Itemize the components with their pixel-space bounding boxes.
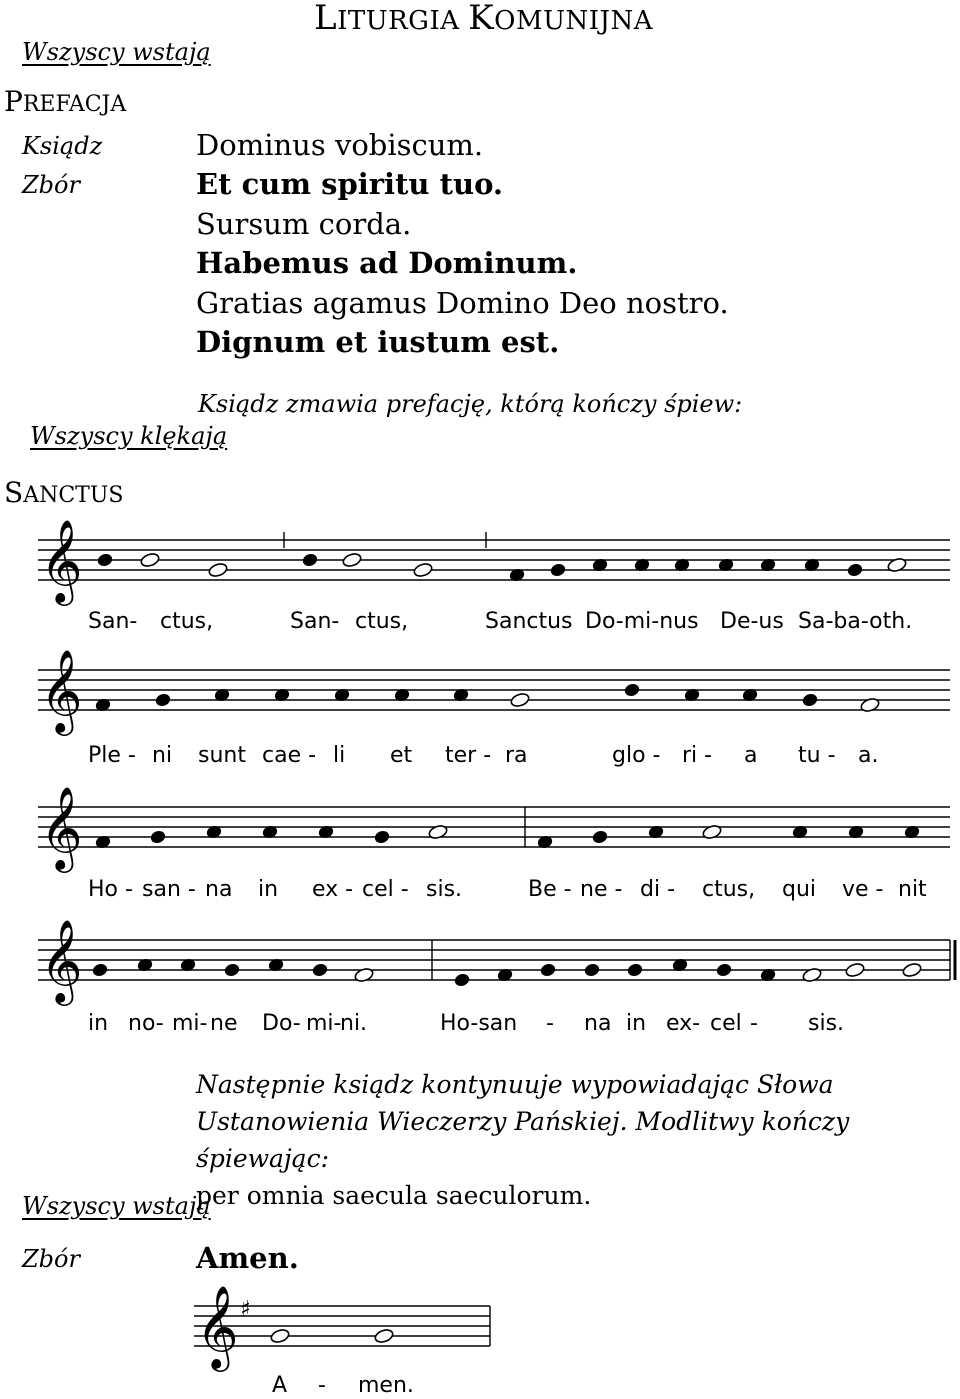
lyric-syllable: ri - [682,743,713,768]
lyric-syllable: ni. [340,1011,368,1036]
lyric-syllable: et [390,743,413,768]
lyric-syllable: men. [358,1373,414,1398]
note [802,693,818,707]
note [354,967,375,983]
section-heading-sanctus: SANCTUS [4,476,124,509]
lyric-syllable: ex- [666,1011,701,1036]
treble-clef-icon: 𝄞 [40,918,83,1002]
note [413,562,434,578]
lyric-syllable: ctus, [355,609,409,634]
lyric-syllable: ne [210,1011,238,1036]
lyric-syllable: a [744,743,758,768]
amen-score [0,1280,960,1399]
note [716,963,732,977]
chant-text: per omnia saecula saeculorum. [196,1181,592,1210]
note [592,830,608,844]
lyric-syllable: Ho - [88,877,133,902]
lyric-syllable: Do- [262,1011,301,1036]
lyric-syllable: cel - [362,877,409,902]
note [454,973,470,987]
rubric-kneel: Wszyscy klękają [30,422,228,450]
role-congregation: Zbór [22,1245,80,1273]
lyric-syllable: no- [128,1011,164,1036]
note [428,824,449,840]
note [887,557,908,573]
treble-clef-icon: 𝄞 [40,785,83,869]
lyric-syllable: San- [290,609,340,634]
role-priest: Ksiądz [22,132,103,160]
note [702,824,723,840]
note [374,830,390,844]
lyric-syllable: Ple - [88,743,136,768]
lyric-syllable: ni [152,743,173,768]
lyric-syllable: ex - [312,877,354,902]
lyric-syllable: ve - [842,877,884,902]
lyric-syllable: in [88,1011,109,1036]
dialogue-line: Habemus ad Dominum. [196,246,578,280]
rubric-stand: Wszyscy wstają [22,38,211,66]
sharp-icon: ♯ [240,1297,251,1322]
lyric-syllable: a. [858,743,879,768]
lyric-syllable: mi- [172,1011,208,1036]
page-title: LITURGIA KOMUNIJNA [314,0,653,38]
lyric-syllable: di - [640,877,676,902]
lyric-syllable: glo - [612,743,661,768]
lyric-syllable: cae - [262,743,317,768]
lyric-syllable: Be - [528,877,572,902]
note [342,552,363,568]
lyric-syllable: sunt [198,743,246,768]
lyric-syllable: sis. [426,877,463,902]
section-heading-prefacja: PREFACJA [4,85,127,118]
dialogue-line: Gratias agamus Domino Deo nostro. [196,286,729,320]
note [627,963,643,977]
lyric-syllable: San- [88,609,138,634]
note [845,962,866,978]
note [802,967,823,983]
treble-clef-icon: 𝄞 [40,518,83,602]
note [860,697,881,713]
dialogue-line: Dominus vobiscum. [196,128,484,162]
dialogue-line: Dignum et iustum est. [196,325,560,359]
note [624,683,640,697]
lyric-syllable: ctus, [702,877,756,902]
lyric-syllable: - [750,1011,758,1036]
staff-system [38,648,950,736]
lyric-syllable: ter - [445,743,492,768]
lyric-syllable: - [546,1011,554,1036]
rubric-preface: Ksiądz zmawia prefację, którą kończy śpiew: [198,390,743,418]
lyric-syllable: in [626,1011,647,1036]
note [312,963,328,977]
note [902,962,923,978]
lyric-syllable: ne - [580,877,623,902]
instruction-text: Następnie ksiądz kontynuuje wypowiadając Słowa Ustanowienia Wieczerzy Pańskiej. Modlitwy kończy śpiewając: per omnia saecula saeculorum. [196,1070,850,1210]
note [224,963,240,977]
lyric-syllable: ctus, [160,609,214,634]
lyric-syllable: san - [142,877,196,902]
lyric-syllable: Sanctus [485,609,573,634]
lyric-syllable: na [205,877,233,902]
note [150,830,166,844]
lyric-syllable: tu - [798,743,836,768]
lyric-syllable: sis. [808,1011,845,1036]
role-congregation: Zbór [22,171,80,199]
rubric-stand: Wszyscy wstają [22,1192,211,1220]
lyric-syllable: qui [782,877,817,902]
note [847,563,863,577]
staff-system [38,785,950,873]
note [155,693,171,707]
note [302,553,318,567]
note [550,563,566,577]
amen-response: Amen. [196,1241,299,1275]
lyric-syllable: ra [505,743,528,768]
lyric-syllable: in [258,877,279,902]
lyric-syllable: li [333,743,346,768]
note [510,692,531,708]
lyric-syllable: - [318,1373,326,1398]
sanctus-score [0,510,960,1050]
note [270,1328,291,1344]
lyric-syllable: Sa-ba-oth. [798,609,913,634]
note [208,562,229,578]
lyric-syllable: Ho-san [440,1011,518,1036]
lyric-syllable: cel [710,1011,742,1036]
note [540,963,556,977]
note [92,963,108,977]
note [374,1328,395,1344]
staff-system [38,518,950,606]
note [140,552,161,568]
dialogue-line: Sursum corda. [196,207,412,241]
lyric-syllable: mi- [306,1011,342,1036]
note [584,963,600,977]
lyric-syllable: De-us [720,609,784,634]
dialogue-line: Et cum spiritu tuo. [196,167,504,201]
staff-system [38,918,955,1006]
lyric-syllable: nit [898,877,927,902]
treble-clef-icon: 𝄞 [40,648,83,732]
lyric-syllable: Do-mi-nus [585,609,699,634]
note [97,553,113,567]
treble-clef-icon: 𝄞 [196,1284,239,1368]
lyric-syllable: A [272,1373,288,1398]
lyric-syllable: na [584,1011,612,1036]
